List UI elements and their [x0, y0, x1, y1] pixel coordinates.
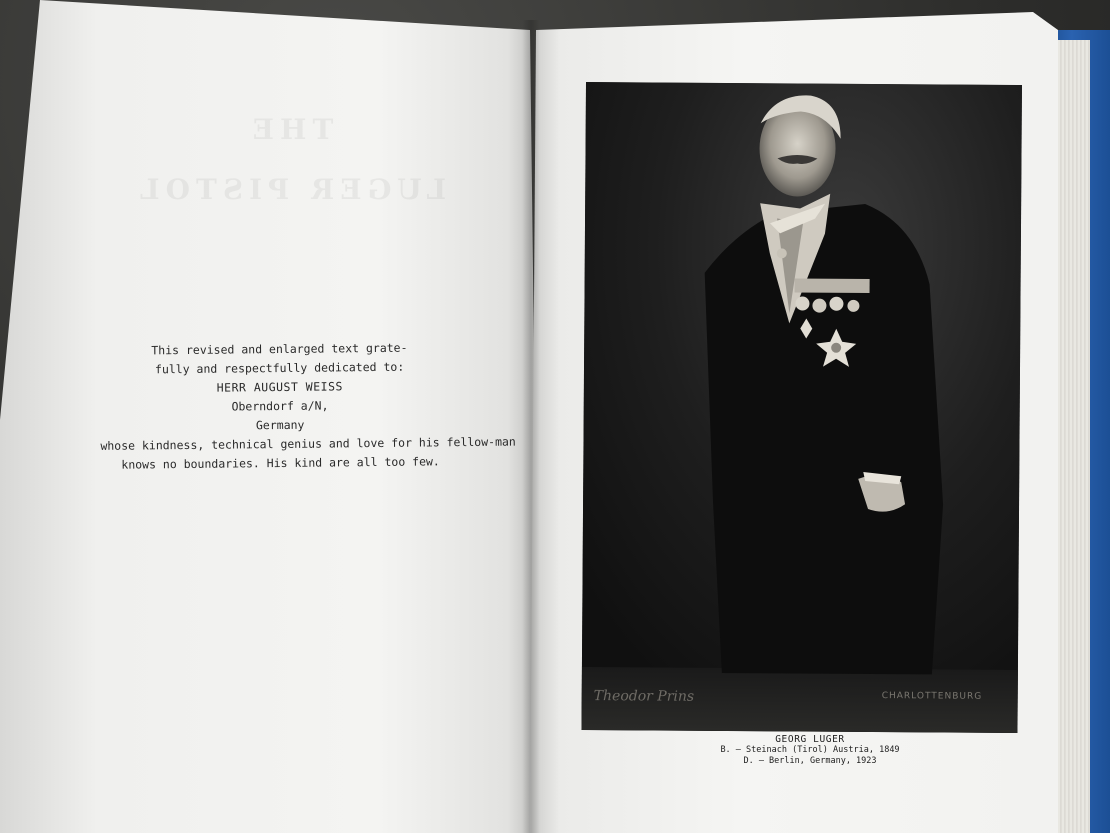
dedication-text — [99, 338, 516, 475]
portrait-photograph — [581, 82, 1022, 733]
portrait-caption — [690, 734, 930, 767]
dedication-line: fully and respectfully dedicated to: — [154, 359, 405, 377]
neck-cross — [777, 248, 787, 258]
book-gutter — [522, 20, 540, 833]
dedication-line: whose kindness, technical genius and love for his fellow-man — [100, 434, 516, 453]
studio-signature: Theodor Prins — [593, 688, 695, 705]
caption-died: D. — Berlin, Germany, 1923 — [743, 756, 877, 766]
caption-born: B. — Steinach (Tirol) Austria, 1849 — [720, 745, 900, 755]
studio-location: CHARLOTTENBURG — [881, 691, 983, 702]
dedicatee-place: Oberndorf a/N, — [231, 398, 329, 414]
show-through-text: THE LUGER PISTOL — [133, 113, 447, 206]
dedication-line: This revised and enlarged text grate- — [151, 340, 408, 358]
dedicatee-name: HERR AUGUST WEISS — [216, 379, 343, 395]
coat-silhouette — [702, 203, 945, 675]
caption-name: GEORG LUGER — [775, 734, 845, 745]
dedicatee-country: Germany — [255, 417, 305, 433]
dedication-line: knows no boundaries. His kind are all too few. — [121, 454, 440, 472]
portrait-image — [581, 82, 1022, 733]
